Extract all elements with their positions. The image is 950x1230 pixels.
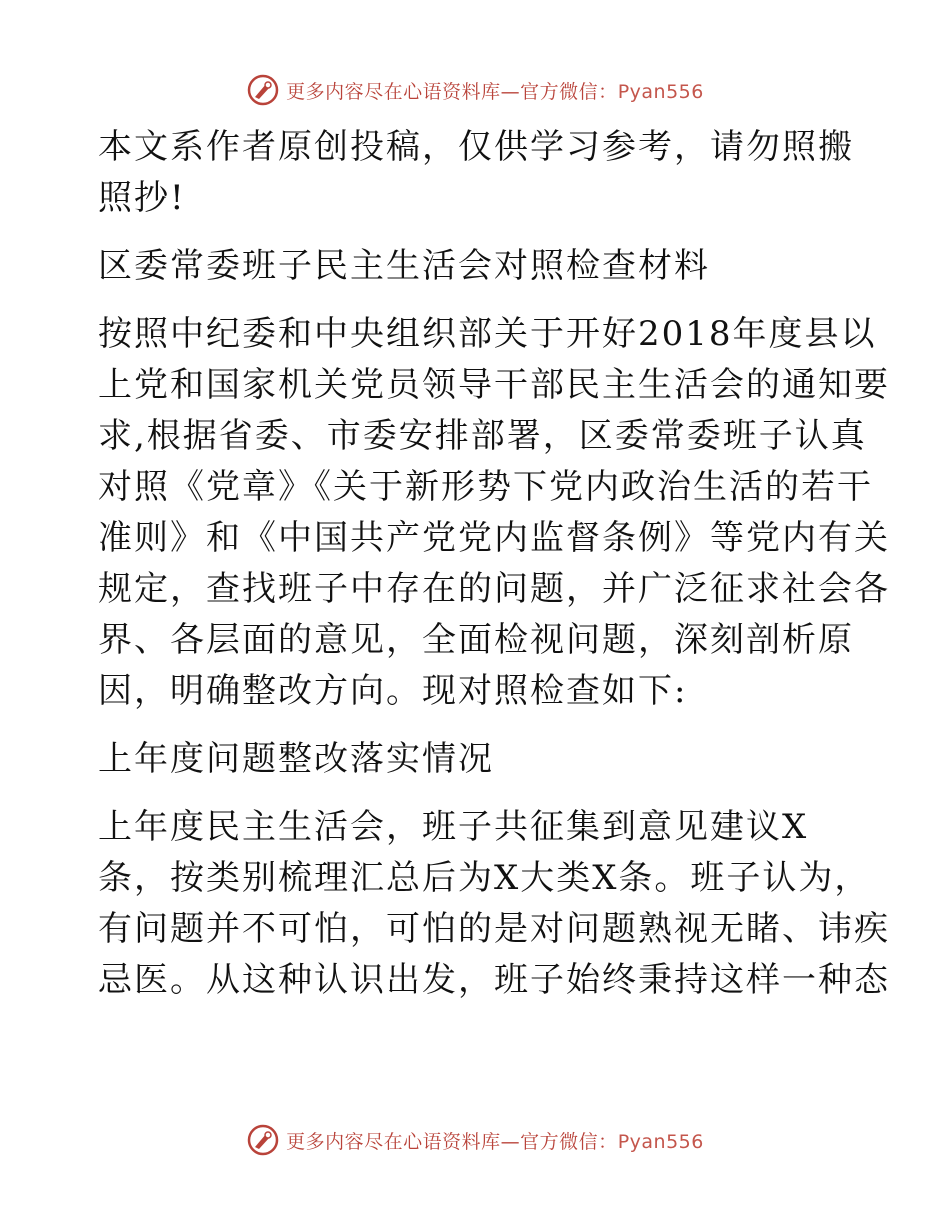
intro-line: 求,根据省委、市委安排部署，区委常委班子认真 bbox=[98, 416, 867, 456]
body-line: 忌医。从这种认识出发，班子始终秉持这样一种态 bbox=[98, 960, 890, 1000]
body-line: 上年度民主生活会，班子共征集到意见建议X bbox=[98, 807, 809, 847]
notice-line: 照抄! bbox=[98, 178, 186, 218]
body-paragraph bbox=[98, 802, 890, 1006]
notice-line: 本文系作者原创投稿，仅供学习参考，请勿照搬 bbox=[98, 127, 854, 167]
footer-watermark bbox=[0, 1120, 950, 1160]
header-watermark bbox=[0, 70, 950, 110]
watermark-text bbox=[286, 1127, 704, 1154]
notice-paragraph bbox=[98, 122, 858, 224]
watermark-dash: — bbox=[500, 80, 521, 103]
section-heading-text: 上年度问题整改落实情况 bbox=[98, 739, 494, 779]
body-line: 条，按类别梳理汇总后为X大类X条。班子认为， bbox=[98, 858, 871, 898]
watermark-wechat-label: 官方微信： bbox=[520, 1130, 618, 1153]
watermark-wechat-id: Pyan556 bbox=[617, 1130, 704, 1153]
intro-paragraph bbox=[98, 309, 890, 717]
watermark-wechat-label: 官方微信： bbox=[520, 80, 618, 103]
watermark-title: 更多内容尽在心语资料库 bbox=[286, 80, 501, 103]
document-body bbox=[98, 122, 890, 1023]
intro-line: 按照中纪委和中央组织部关于开好2018年度县以 bbox=[98, 314, 877, 354]
intro-line: 对照《党章》《关于新形势下党内政治生活的若干 bbox=[98, 467, 873, 507]
intro-line: 界、各层面的意见，全面检视问题，深刻剖析原 bbox=[98, 620, 854, 660]
logo-icon bbox=[246, 73, 280, 107]
document-title bbox=[98, 241, 858, 292]
logo-icon bbox=[246, 1123, 280, 1157]
intro-line: 规定，查找班子中存在的问题，并广泛征求社会各 bbox=[98, 569, 890, 609]
watermark-title: 更多内容尽在心语资料库 bbox=[286, 1130, 501, 1153]
body-line: 有问题并不可怕，可怕的是对问题熟视无睹、讳疾 bbox=[98, 909, 890, 949]
section-heading bbox=[98, 734, 858, 785]
watermark-dash: — bbox=[500, 1130, 521, 1153]
intro-line: 准则》和《中国共产党党内监督条例》等党内有关 bbox=[98, 518, 890, 558]
watermark-text bbox=[286, 77, 704, 104]
intro-line: 上党和国家机关党员领导干部民主生活会的通知要 bbox=[98, 365, 890, 405]
watermark-wechat-id: Pyan556 bbox=[617, 80, 704, 103]
title-text: 区委常委班子民主生活会对照检查材料 bbox=[98, 246, 710, 286]
intro-line: 因，明确整改方向。现对照检查如下: bbox=[98, 671, 688, 711]
